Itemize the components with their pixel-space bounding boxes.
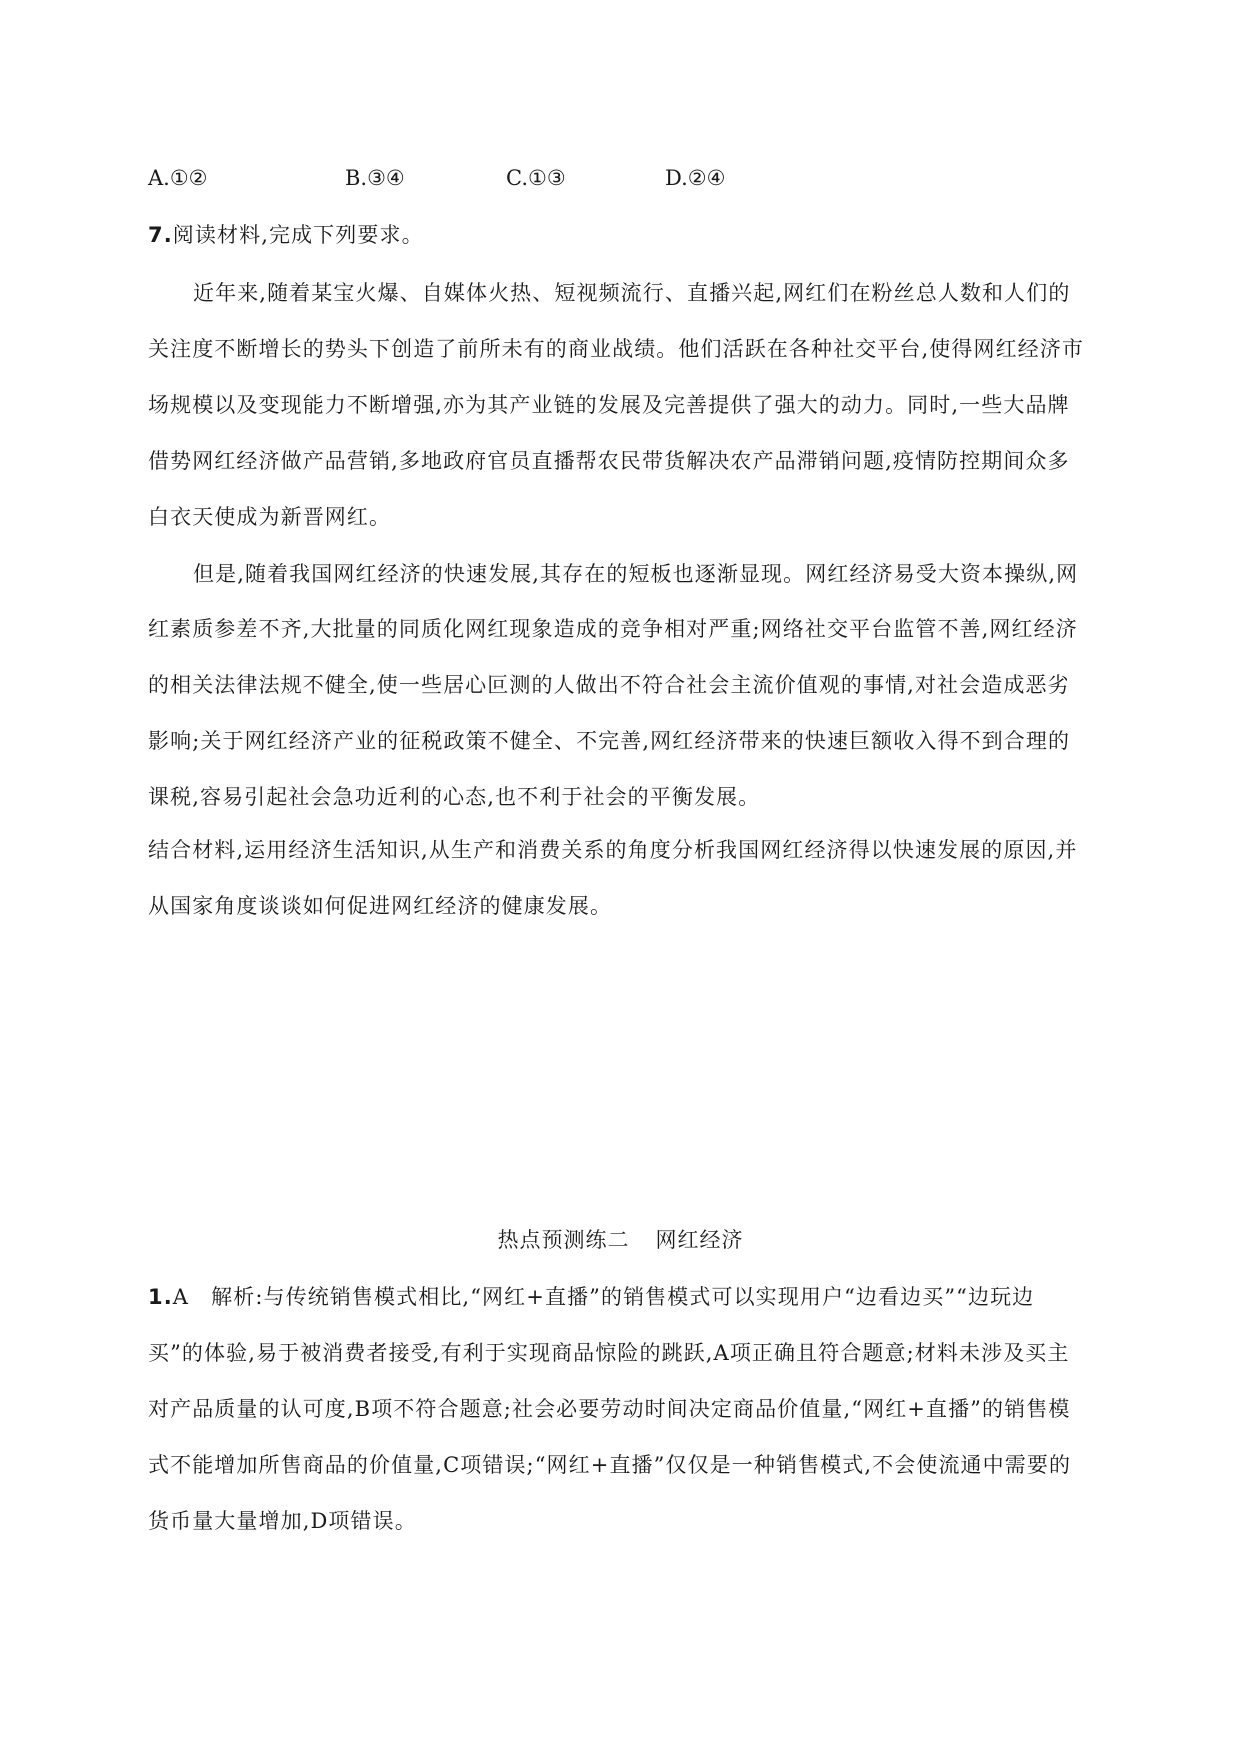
- task-line-2: 从国家角度谈谈如何促进网红经济的健康发展。: [148, 894, 613, 918]
- para1-line-3: 场规模以及变现能力不断增强,亦为其产业链的发展及完善提供了强大的动力。同时,一些大品牌: [148, 393, 1070, 417]
- answer-1-line-2: 买”的体验,易于被消费者接受,有利于实现商品惊险的跳跃,A项正确且符合题意;材料未涉及买主: [148, 1341, 1070, 1365]
- answer-1-line-1: [148, 1282, 1034, 1312]
- para2-line-2: 红素质参差不齐,大批量的同质化网红现象造成的竞争相对严重;网络社交平台监管不善,网红经济: [148, 617, 1078, 641]
- answers-section-title: [0, 1225, 1241, 1255]
- task-line-1: 结合材料,运用经济生活知识,从生产和消费关系的角度分析我国网红经济得以快速发展的原因,并: [148, 838, 1078, 862]
- question-7-number: 7.: [148, 223, 173, 247]
- question-7-stem: [148, 220, 424, 250]
- para1-line-1: 近年来,随着某宝火爆、自媒体火热、短视频流行、直播兴起,网红们在粉丝总人数和人们的: [193, 281, 1071, 305]
- para1-line-2: 关注度不断增长的势头下创造了前所未有的商业战绩。他们活跃在各种社交平台,使得网红经济市: [148, 337, 1084, 361]
- answer-1-line-4: 式不能增加所售商品的价值量,C项错误;“网红+直播”仅仅是一种销售模式,不会使流通中需要的: [148, 1453, 1072, 1477]
- option-a: A.①②: [148, 166, 208, 190]
- answer-1-line-1-text: A 解析:与传统销售模式相比,“网红+直播”的销售模式可以实现用户“边看边买”“边玩边: [172, 1285, 1035, 1309]
- para2-line-5: 课税,容易引起社会急功近利的心态,也不利于社会的平衡发展。: [148, 785, 761, 809]
- answer-1-line-3: 对产品质量的认可度,B项不符合题意;社会必要劳动时间决定商品价值量,“网红+直播”的销售模: [148, 1397, 1071, 1421]
- para1-line-4: 借势网红经济做产品营销,多地政府官员直播帮农民带货解决农产品滞销问题,疫情防控期间众多: [148, 449, 1070, 473]
- para2-line-4: 影响;关于网红经济产业的征税政策不健全、不完善,网红经济带来的快速巨额收入得不到合理的: [148, 729, 1071, 753]
- para2-line-3: 的相关法律法规不健全,使一些居心叵测的人做出不符合社会主流价值观的事情,对社会造成恶劣: [148, 673, 1070, 697]
- option-d: D.②④: [665, 166, 726, 190]
- option-c: C.①③: [506, 166, 566, 190]
- option-b: B.③④: [345, 166, 405, 190]
- answers-title-part1: 热点预测练二: [497, 1228, 630, 1252]
- answers-title-part2: 网红经济: [655, 1228, 744, 1252]
- answer-1-line-5: 货币量大量增加,D项错误。: [148, 1509, 417, 1533]
- answer-1-number: 1.: [148, 1285, 173, 1309]
- para2-line-1: 但是,随着我国网红经济的快速发展,其存在的短板也逐渐显现。网红经济易受大资本操纵,网: [193, 562, 1079, 586]
- para1-line-5: 白衣天使成为新晋网红。: [148, 505, 392, 529]
- question-7-stem-text: 阅读材料,完成下列要求。: [172, 223, 424, 247]
